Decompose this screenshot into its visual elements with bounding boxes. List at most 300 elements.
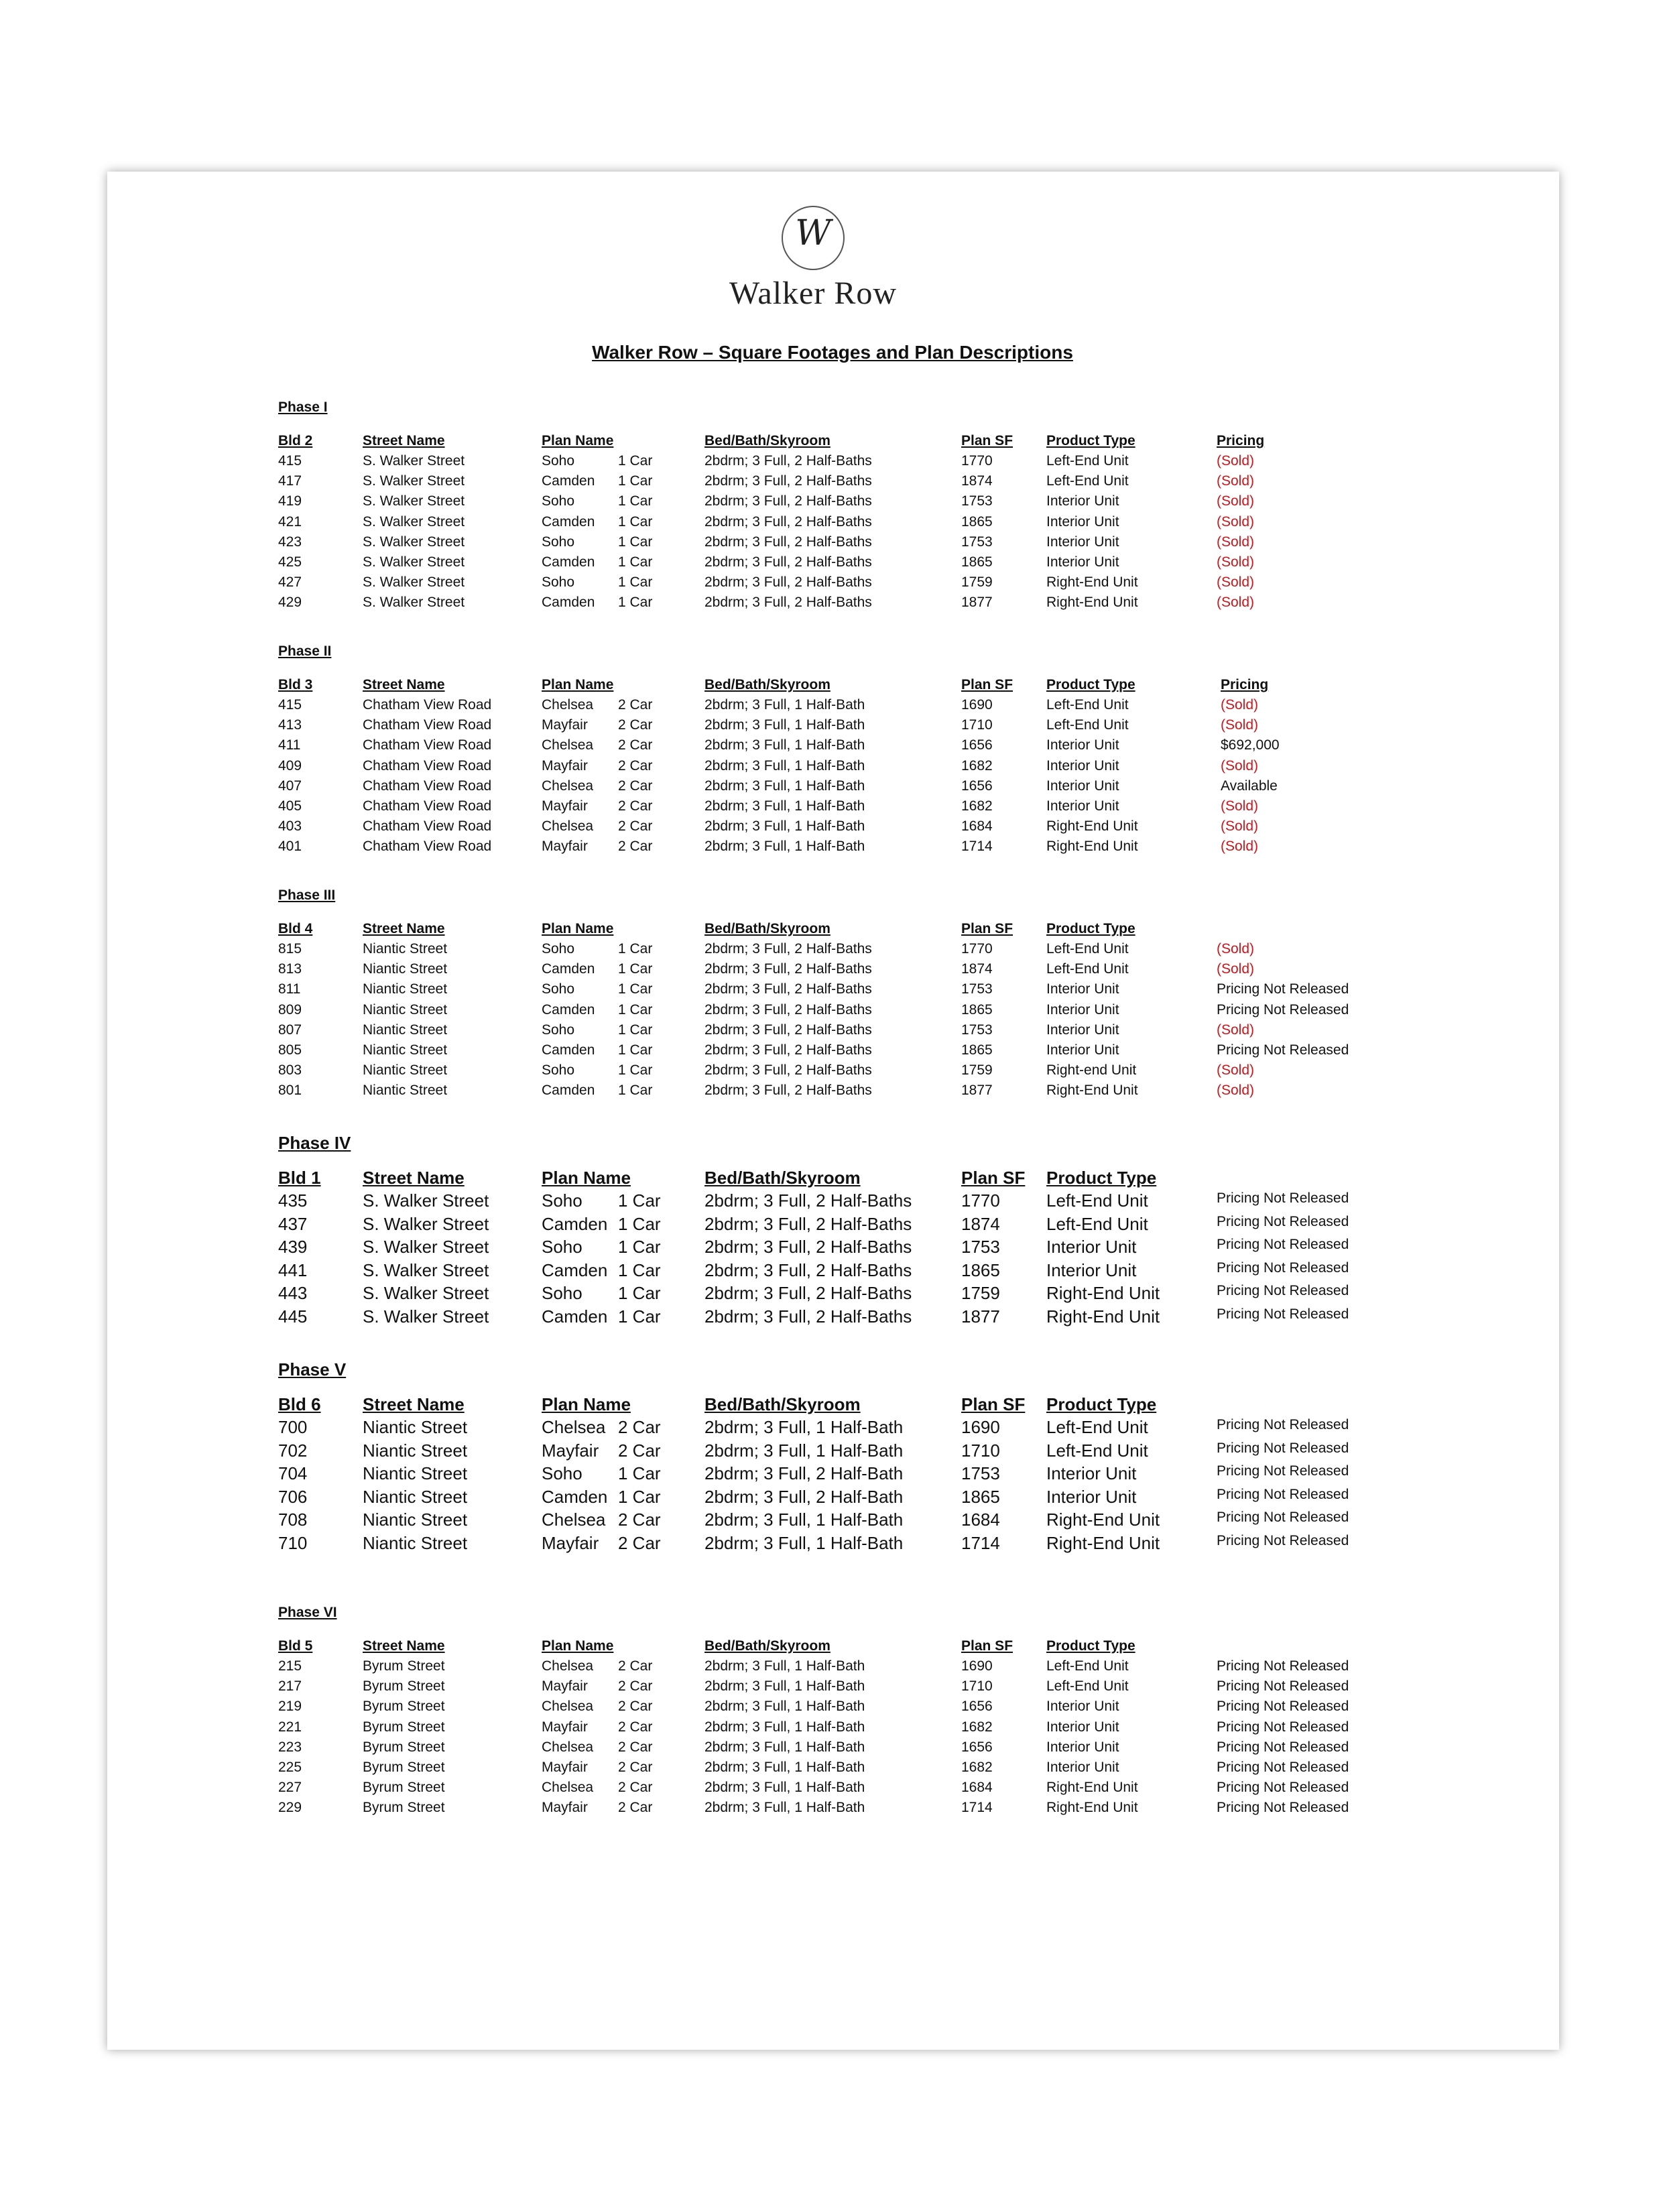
column-header: Pricing (1217, 433, 1265, 448)
plan-name-cell: Chelsea (542, 737, 594, 753)
street-name-cell: S. Walker Street (363, 595, 465, 611)
bed-bath-cell: 2bdrm; 3 Full, 2 Half-Baths (704, 961, 872, 977)
building-number-cell: 813 (278, 961, 302, 977)
garage-cell: 1 Car (618, 1259, 661, 1280)
street-name-cell: Byrum Street (363, 1658, 445, 1674)
bed-bath-cell: 2bdrm; 3 Full, 2 Half-Bath (704, 1486, 904, 1507)
pricing-cell: Pricing Not Released (1217, 1440, 1349, 1456)
column-header: Product Type (1046, 1168, 1157, 1188)
plan-name-cell: Camden (542, 1083, 595, 1099)
plan-sf-cell: 1690 (961, 697, 993, 713)
pricing-cell: (Sold) (1217, 1083, 1255, 1099)
plan-sf-cell: 1714 (961, 1800, 993, 1816)
garage-cell: 2 Car (618, 1719, 653, 1735)
product-type-cell: Interior Unit (1046, 1739, 1119, 1755)
pricing-cell: Pricing Not Released (1217, 1417, 1349, 1432)
building-number-cell: 215 (278, 1658, 302, 1674)
plan-sf-cell: 1690 (961, 1417, 1000, 1437)
plan-sf-cell: 1865 (961, 554, 993, 570)
bed-bath-cell: 2bdrm; 3 Full, 2 Half-Baths (704, 513, 872, 530)
plan-sf-cell: 1656 (961, 1699, 993, 1715)
product-type-cell: Interior Unit (1046, 778, 1119, 794)
garage-cell: 1 Car (618, 1083, 653, 1099)
product-type-cell: Interior Unit (1046, 554, 1119, 570)
plan-sf-cell: 1690 (961, 1658, 993, 1674)
product-type-cell: Left-End Unit (1046, 1417, 1148, 1437)
pricing-cell: Pricing Not Released (1217, 1699, 1349, 1715)
plan-name-cell: Soho (542, 1022, 575, 1038)
plan-sf-cell: 1682 (961, 1760, 993, 1775)
plan-sf-cell: 1877 (961, 1083, 993, 1099)
plan-name-cell: Soho (542, 493, 575, 509)
street-name-cell: Niantic Street (363, 1486, 468, 1507)
plan-sf-cell: 1865 (961, 1486, 1000, 1507)
pricing-cell: Pricing Not Released (1217, 1463, 1349, 1479)
logo-monogram: W (795, 213, 831, 253)
building-number-cell: 219 (278, 1699, 302, 1715)
street-name-cell: Chatham View Road (363, 798, 492, 814)
bed-bath-cell: 2bdrm; 3 Full, 2 Half-Baths (704, 453, 872, 469)
column-header: Bld 6 (278, 1394, 321, 1414)
pricing-cell: (Sold) (1217, 453, 1255, 469)
building-number-cell: 407 (278, 778, 302, 794)
building-number-cell: 803 (278, 1062, 302, 1079)
plan-name-cell: Soho (542, 534, 575, 550)
street-name-cell: Chatham View Road (363, 839, 492, 855)
garage-cell: 2 Car (618, 737, 653, 753)
bed-bath-cell: 2bdrm; 3 Full, 1 Half-Bath (704, 717, 865, 733)
product-type-cell: Left-End Unit (1046, 941, 1129, 957)
plan-name-cell: Chelsea (542, 1780, 594, 1796)
garage-cell: 1 Car (618, 1042, 653, 1058)
plan-name-cell: Soho (542, 1237, 582, 1257)
product-type-cell: Interior Unit (1046, 798, 1119, 814)
garage-cell: 1 Car (618, 1237, 661, 1257)
plan-sf-cell: 1656 (961, 1739, 993, 1755)
building-number-cell: 815 (278, 941, 302, 957)
column-header: Plan Name (542, 921, 614, 936)
column-header: Plan SF (961, 1638, 1013, 1654)
pricing-cell: Pricing Not Released (1217, 1678, 1349, 1695)
plan-name-cell: Chelsea (542, 818, 594, 835)
building-number-cell: 435 (278, 1190, 308, 1211)
plan-sf-cell: 1865 (961, 1042, 993, 1058)
column-header: Product Type (1046, 433, 1135, 448)
column-header: Street Name (363, 1638, 445, 1654)
street-name-cell: Chatham View Road (363, 697, 492, 713)
product-type-cell: Right-End Unit (1046, 595, 1138, 611)
plan-sf-cell: 1865 (961, 1001, 993, 1018)
building-number-cell: 708 (278, 1510, 308, 1530)
column-header: Plan SF (961, 433, 1013, 448)
plan-name-cell: Mayfair (542, 757, 588, 774)
product-type-cell: Right-End Unit (1046, 1083, 1138, 1099)
bed-bath-cell: 2bdrm; 3 Full, 2 Half-Baths (704, 1283, 912, 1303)
building-number-cell: 415 (278, 453, 302, 469)
pricing-cell: (Sold) (1217, 554, 1255, 570)
street-name-cell: Niantic Street (363, 1417, 468, 1437)
building-number-cell: 413 (278, 717, 302, 733)
pricing-cell: (Sold) (1217, 513, 1255, 530)
plan-name-cell: Mayfair (542, 798, 588, 814)
street-name-cell: Niantic Street (363, 1532, 468, 1553)
plan-name-cell: Camden (542, 1001, 595, 1018)
product-type-cell: Interior Unit (1046, 1022, 1119, 1038)
column-header: Plan SF (961, 921, 1013, 936)
column-header: Plan Name (542, 677, 614, 692)
bed-bath-cell: 2bdrm; 3 Full, 1 Half-Bath (704, 1800, 865, 1816)
garage-cell: 1 Car (618, 1190, 661, 1211)
product-type-cell: Interior Unit (1046, 1463, 1137, 1483)
pricing-cell: (Sold) (1221, 717, 1259, 733)
plan-name-cell: Mayfair (542, 1800, 588, 1816)
bed-bath-cell: 2bdrm; 3 Full, 1 Half-Bath (704, 1760, 865, 1775)
street-name-cell: Niantic Street (363, 1022, 448, 1038)
plan-sf-cell: 1865 (961, 513, 993, 530)
column-header: Bed/Bath/Skyroom (704, 921, 831, 936)
garage-cell: 2 Car (618, 1678, 653, 1695)
bed-bath-cell: 2bdrm; 3 Full, 2 Half-Baths (704, 595, 872, 611)
bed-bath-cell: 2bdrm; 3 Full, 1 Half-Bath (704, 778, 865, 794)
pricing-cell: (Sold) (1217, 941, 1255, 957)
building-number-cell: 405 (278, 798, 302, 814)
plan-name-cell: Soho (542, 1283, 582, 1303)
garage-cell: 2 Car (618, 1739, 653, 1755)
plan-name-cell: Camden (542, 961, 595, 977)
plan-name-cell: Camden (542, 595, 595, 611)
pricing-cell: Pricing Not Released (1217, 1259, 1349, 1276)
building-number-cell: 445 (278, 1306, 308, 1327)
bed-bath-cell: 2bdrm; 3 Full, 2 Half-Baths (704, 1001, 872, 1018)
product-type-cell: Interior Unit (1046, 534, 1119, 550)
pricing-cell: $692,000 (1221, 737, 1280, 753)
product-type-cell: Left-End Unit (1046, 1190, 1148, 1211)
plan-sf-cell: 1874 (961, 473, 993, 489)
garage-cell: 1 Car (618, 513, 653, 530)
building-number-cell: 401 (278, 839, 302, 855)
street-name-cell: S. Walker Street (363, 1283, 489, 1303)
plan-sf-cell: 1753 (961, 1237, 1000, 1257)
building-number-cell: 425 (278, 554, 302, 570)
building-number-cell: 221 (278, 1719, 302, 1735)
product-type-cell: Interior Unit (1046, 757, 1119, 774)
plan-sf-cell: 1682 (961, 757, 993, 774)
street-name-cell: S. Walker Street (363, 513, 465, 530)
bed-bath-cell: 2bdrm; 3 Full, 1 Half-Bath (704, 1658, 865, 1674)
garage-cell: 1 Car (618, 534, 653, 550)
garage-cell: 2 Car (618, 1532, 661, 1553)
street-name-cell: Byrum Street (363, 1699, 445, 1715)
product-type-cell: Left-End Unit (1046, 717, 1129, 733)
product-type-cell: Left-End Unit (1046, 473, 1129, 489)
pricing-cell: Pricing Not Released (1217, 1190, 1349, 1206)
pricing-cell: (Sold) (1217, 574, 1255, 591)
plan-sf-cell: 1710 (961, 717, 993, 733)
building-number-cell: 427 (278, 574, 302, 591)
street-name-cell: Niantic Street (363, 981, 448, 997)
building-number-cell: 227 (278, 1780, 302, 1796)
column-header: Plan SF (961, 1168, 1026, 1188)
product-type-cell: Interior Unit (1046, 981, 1119, 997)
garage-cell: 1 Car (618, 1001, 653, 1018)
plan-name-cell: Chelsea (542, 1417, 606, 1437)
building-number-cell: 443 (278, 1283, 308, 1303)
column-header: Product Type (1046, 1394, 1157, 1414)
street-name-cell: Byrum Street (363, 1800, 445, 1816)
garage-cell: 2 Car (618, 1417, 661, 1437)
product-type-cell: Right-End Unit (1046, 574, 1138, 591)
garage-cell: 1 Car (618, 574, 653, 591)
product-type-cell: Left-End Unit (1046, 1213, 1148, 1234)
street-name-cell: S. Walker Street (363, 1190, 489, 1211)
bed-bath-cell: 2bdrm; 3 Full, 2 Half-Bath (704, 1463, 904, 1483)
plan-sf-cell: 1684 (961, 1510, 1000, 1530)
plan-name-cell: Soho (542, 1463, 582, 1483)
street-name-cell: Niantic Street (363, 1510, 468, 1530)
building-number-cell: 704 (278, 1463, 308, 1483)
building-number-cell: 419 (278, 493, 302, 509)
plan-name-cell: Chelsea (542, 1658, 594, 1674)
garage-cell: 2 Car (618, 818, 653, 835)
phase-heading: Phase IV (278, 1133, 351, 1153)
garage-cell: 2 Car (618, 1440, 661, 1461)
product-type-cell: Right-End Unit (1046, 1306, 1160, 1327)
pricing-cell: Pricing Not Released (1217, 1306, 1349, 1322)
phase-heading: Phase III (278, 887, 336, 903)
plan-sf-cell: 1770 (961, 1190, 1000, 1211)
product-type-cell: Right-End Unit (1046, 1532, 1160, 1553)
bed-bath-cell: 2bdrm; 3 Full, 1 Half-Bath (704, 1532, 904, 1553)
product-type-cell: Interior Unit (1046, 1042, 1119, 1058)
street-name-cell: Niantic Street (363, 1463, 468, 1483)
product-type-cell: Interior Unit (1046, 1760, 1119, 1775)
product-type-cell: Left-End Unit (1046, 1440, 1148, 1461)
plan-name-cell: Mayfair (542, 1760, 588, 1775)
plan-name-cell: Chelsea (542, 778, 594, 794)
plan-sf-cell: 1684 (961, 1780, 993, 1796)
product-type-cell: Left-End Unit (1046, 697, 1129, 713)
building-number-cell: 223 (278, 1739, 302, 1755)
product-type-cell: Interior Unit (1046, 737, 1119, 753)
pricing-cell: Pricing Not Released (1217, 1532, 1349, 1548)
building-number-cell: 811 (278, 981, 301, 997)
bed-bath-cell: 2bdrm; 3 Full, 1 Half-Bath (704, 1739, 865, 1755)
garage-cell: 2 Car (618, 1800, 653, 1816)
building-number-cell: 441 (278, 1259, 308, 1280)
plan-name-cell: Soho (542, 1062, 575, 1079)
building-number-cell: 411 (278, 737, 301, 753)
pricing-cell: Pricing Not Released (1217, 1486, 1349, 1502)
pricing-cell: Pricing Not Released (1217, 1001, 1349, 1018)
column-header: Street Name (363, 433, 445, 448)
column-header: Product Type (1046, 1638, 1135, 1654)
street-name-cell: S. Walker Street (363, 574, 465, 591)
garage-cell: 2 Car (618, 1760, 653, 1775)
bed-bath-cell: 2bdrm; 3 Full, 2 Half-Baths (704, 1062, 872, 1079)
column-header: Street Name (363, 1394, 465, 1414)
plan-name-cell: Camden (542, 473, 595, 489)
column-header: Product Type (1046, 921, 1135, 936)
pricing-cell: (Sold) (1217, 961, 1255, 977)
street-name-cell: Chatham View Road (363, 717, 492, 733)
column-header: Street Name (363, 1168, 465, 1188)
bed-bath-cell: 2bdrm; 3 Full, 1 Half-Bath (704, 1678, 865, 1695)
plan-name-cell: Camden (542, 554, 595, 570)
bed-bath-cell: 2bdrm; 3 Full, 2 Half-Baths (704, 1259, 912, 1280)
pricing-cell: Pricing Not Released (1217, 1739, 1349, 1755)
street-name-cell: S. Walker Street (363, 554, 465, 570)
building-number-cell: 710 (278, 1532, 308, 1553)
bed-bath-cell: 2bdrm; 3 Full, 2 Half-Baths (704, 554, 872, 570)
building-number-cell: 229 (278, 1800, 302, 1816)
garage-cell: 2 Car (618, 757, 653, 774)
building-number-cell: 403 (278, 818, 302, 835)
bed-bath-cell: 2bdrm; 3 Full, 1 Half-Bath (704, 798, 865, 814)
column-header: Street Name (363, 677, 445, 692)
logo-wordmark: Walker Row (729, 275, 898, 311)
bed-bath-cell: 2bdrm; 3 Full, 2 Half-Baths (704, 1213, 912, 1234)
garage-cell: 1 Car (618, 453, 653, 469)
street-name-cell: S. Walker Street (363, 534, 465, 550)
garage-cell: 1 Car (618, 1062, 653, 1079)
product-type-cell: Left-End Unit (1046, 1658, 1129, 1674)
pricing-cell: Pricing Not Released (1217, 981, 1349, 997)
bed-bath-cell: 2bdrm; 3 Full, 2 Half-Baths (704, 981, 872, 997)
column-header: Pricing (1221, 677, 1269, 692)
building-number-cell: 417 (278, 473, 302, 489)
plan-sf-cell: 1874 (961, 961, 993, 977)
plan-sf-cell: 1770 (961, 453, 993, 469)
plan-name-cell: Camden (542, 1042, 595, 1058)
bed-bath-cell: 2bdrm; 3 Full, 1 Half-Bath (704, 1510, 904, 1530)
bed-bath-cell: 2bdrm; 3 Full, 1 Half-Bath (704, 737, 865, 753)
plan-sf-cell: 1865 (961, 1259, 1000, 1280)
pricing-cell: (Sold) (1221, 757, 1259, 774)
plan-name-cell: Camden (542, 1306, 608, 1327)
bed-bath-cell: 2bdrm; 3 Full, 2 Half-Baths (704, 941, 872, 957)
plan-name-cell: Mayfair (542, 717, 588, 733)
pricing-cell: (Sold) (1217, 1022, 1255, 1038)
bed-bath-cell: 2bdrm; 3 Full, 1 Half-Bath (704, 1719, 865, 1735)
product-type-cell: Right-End Unit (1046, 1510, 1160, 1530)
building-number-cell: 217 (278, 1678, 302, 1695)
pricing-cell: Available (1221, 778, 1278, 794)
plan-name-cell: Chelsea (542, 697, 594, 713)
plan-name-cell: Mayfair (542, 1440, 599, 1461)
plan-name-cell: Camden (542, 513, 595, 530)
plan-sf-cell: 1770 (961, 941, 993, 957)
bed-bath-cell: 2bdrm; 3 Full, 2 Half-Baths (704, 473, 872, 489)
building-number-cell: 225 (278, 1760, 302, 1775)
garage-cell: 2 Car (618, 798, 653, 814)
plan-name-cell: Soho (542, 1190, 582, 1211)
product-type-cell: Right-End Unit (1046, 839, 1138, 855)
plan-sf-cell: 1714 (961, 1532, 1000, 1553)
column-header: Bed/Bath/Skyroom (704, 1168, 861, 1188)
product-type-cell: Right-End Unit (1046, 1800, 1138, 1816)
plan-name-cell: Chelsea (542, 1699, 594, 1715)
building-number-cell: 423 (278, 534, 302, 550)
bed-bath-cell: 2bdrm; 3 Full, 2 Half-Baths (704, 534, 872, 550)
garage-cell: 2 Car (618, 1699, 653, 1715)
street-name-cell: Niantic Street (363, 1083, 448, 1099)
phase-heading: Phase I (278, 400, 328, 415)
bed-bath-cell: 2bdrm; 3 Full, 2 Half-Baths (704, 1042, 872, 1058)
pricing-cell: Pricing Not Released (1217, 1780, 1349, 1796)
street-name-cell: S. Walker Street (363, 1306, 489, 1327)
column-header: Plan Name (542, 1638, 614, 1654)
column-header: Bed/Bath/Skyroom (704, 1638, 831, 1654)
plan-sf-cell: 1753 (961, 1463, 1000, 1483)
plan-name-cell: Mayfair (542, 1532, 599, 1553)
street-name-cell: S. Walker Street (363, 1237, 489, 1257)
street-name-cell: S. Walker Street (363, 453, 465, 469)
pricing-cell: Pricing Not Released (1217, 1510, 1349, 1525)
building-number-cell: 421 (278, 513, 302, 530)
plan-sf-cell: 1710 (961, 1440, 1000, 1461)
plan-sf-cell: 1656 (961, 778, 993, 794)
garage-cell: 1 Car (618, 473, 653, 489)
street-name-cell: Niantic Street (363, 961, 448, 977)
pricing-cell: Pricing Not Released (1217, 1719, 1349, 1735)
street-name-cell: Byrum Street (363, 1678, 445, 1695)
plan-name-cell: Camden (542, 1259, 608, 1280)
plan-name-cell: Mayfair (542, 1719, 588, 1735)
column-header: Bld 3 (278, 677, 313, 692)
street-name-cell: Chatham View Road (363, 818, 492, 835)
bed-bath-cell: 2bdrm; 3 Full, 1 Half-Bath (704, 1440, 904, 1461)
building-number-cell: 439 (278, 1237, 308, 1257)
plan-sf-cell: 1753 (961, 1022, 993, 1038)
garage-cell: 1 Car (618, 1213, 661, 1234)
bed-bath-cell: 2bdrm; 3 Full, 1 Half-Bath (704, 1780, 865, 1796)
pricing-cell: (Sold) (1221, 839, 1259, 855)
column-header: Bld 5 (278, 1638, 313, 1654)
garage-cell: 2 Car (618, 1510, 661, 1530)
bed-bath-cell: 2bdrm; 3 Full, 2 Half-Baths (704, 1022, 872, 1038)
pricing-cell: (Sold) (1217, 473, 1255, 489)
document-title: Walker Row – Square Footages and Plan Descriptions (592, 342, 1073, 363)
bed-bath-cell: 2bdrm; 3 Full, 2 Half-Baths (704, 493, 872, 509)
bed-bath-cell: 2bdrm; 3 Full, 1 Half-Bath (704, 1417, 904, 1437)
plan-name-cell: Mayfair (542, 839, 588, 855)
pricing-cell: Pricing Not Released (1217, 1042, 1349, 1058)
pricing-cell: Pricing Not Released (1217, 1658, 1349, 1674)
column-header: Bld 2 (278, 433, 313, 448)
column-header: Plan SF (961, 1394, 1026, 1414)
garage-cell: 1 Car (618, 961, 653, 977)
column-header: Bed/Bath/Skyroom (704, 677, 831, 692)
building-number-cell: 415 (278, 697, 302, 713)
building-number-cell: 801 (278, 1083, 302, 1099)
pricing-cell: (Sold) (1217, 534, 1255, 550)
street-name-cell: Niantic Street (363, 1062, 448, 1079)
plan-sf-cell: 1753 (961, 534, 993, 550)
bed-bath-cell: 2bdrm; 3 Full, 1 Half-Bath (704, 1699, 865, 1715)
pricing-cell: (Sold) (1217, 595, 1255, 611)
column-header: Bld 4 (278, 921, 313, 936)
plan-sf-cell: 1753 (961, 493, 993, 509)
street-name-cell: Byrum Street (363, 1780, 445, 1796)
bed-bath-cell: 2bdrm; 3 Full, 2 Half-Baths (704, 1237, 912, 1257)
building-number-cell: 429 (278, 595, 302, 611)
building-number-cell: 805 (278, 1042, 302, 1058)
product-type-cell: Interior Unit (1046, 493, 1119, 509)
pricing-cell: (Sold) (1217, 493, 1255, 509)
product-type-cell: Right-end Unit (1046, 1062, 1137, 1079)
plan-name-cell: Camden (542, 1486, 608, 1507)
street-name-cell: Byrum Street (363, 1739, 445, 1755)
